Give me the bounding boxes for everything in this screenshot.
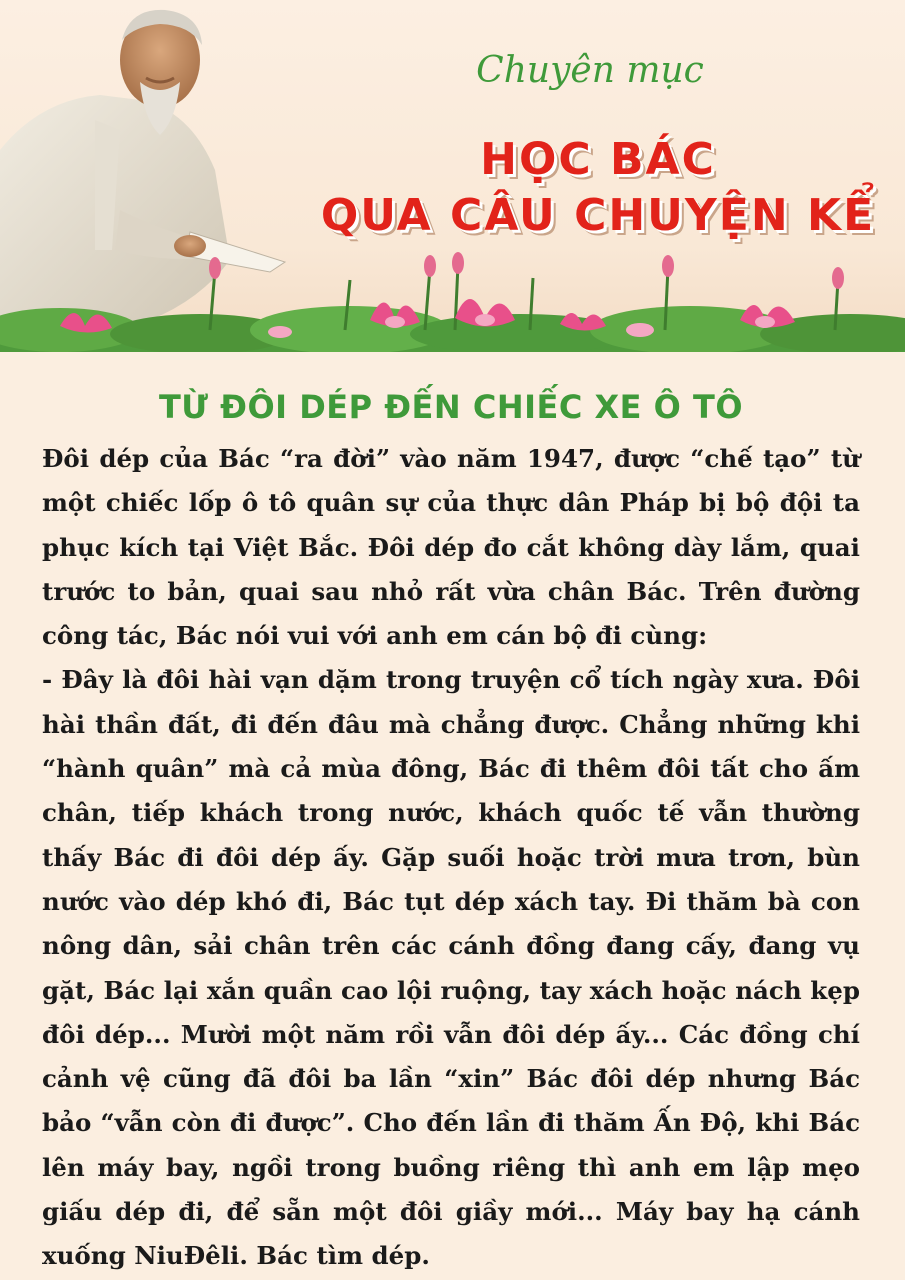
article-paragraph-1: Đôi dép của Bác “ra đời” vào năm 1947, được “chế tạo” từ một chiếc lốp ô tô quân sự của thực dân Pháp bị bộ đội ta phục kích tại Việt Bắc. Đôi dép đo cắt không dày lắm, quai trước to bản, quai sau nhỏ rất vừa chân Bác. Trên đường công tác, Bác nói vui với anh em cán bộ đi cùng:	[42, 444, 860, 651]
series-title-line1: HỌC BÁC	[480, 134, 716, 185]
series-title	[318, 132, 878, 244]
article-paragraph-2: - Đây là đôi hài vạn dặm trong truyện cổ tích ngày xưa. Đôi hài thần đất, đi đến đâu mà chẳng được. Chẳng những khi “hành quân” mà cả mùa đông, Bác đi thêm đôi tất cho ấm chân, tiếp khách trong nước, khách quốc tế vẫn thường thấy Bác đi đôi dép ấy. Gặp suối hoặc trời mưa trơn, bùn nước vào dép khó đi, Bác tụt dép xách tay. Đi thăm bà con nông dân, sải chân trên các cánh đồng đang cấy, đang vụ gặt, Bác lại xắn quần cao lội ruộng, tay xách hoặc nách kẹp đôi dép... Mười một năm rồi vẫn đôi dép ấy... Các đồng chí cảnh vệ cũng đã đôi ba lần “xin” Bác đôi dép nhưng Bác bảo “vẫn còn đi được”. Cho đến lần đi thăm Ấn Độ, khi Bác lên máy bay, ngồi trong buồng riêng thì anh em lập mẹo giấu dép đi, để sẵn một đôi giầy mới... Máy bay hạ cánh xuống NiuĐêli. Bác tìm dép.	[42, 665, 860, 1271]
section-label: Chuyên mục	[476, 50, 704, 91]
article	[42, 385, 860, 1279]
article-title: TỪ ĐÔI DÉP ĐẾN CHIẾC XE Ô TÔ	[158, 388, 744, 426]
lotus-decoration	[0, 250, 905, 352]
header-banner	[0, 0, 905, 352]
series-title-line2: QUA CÂU CHUYỆN KỂ	[320, 190, 876, 241]
